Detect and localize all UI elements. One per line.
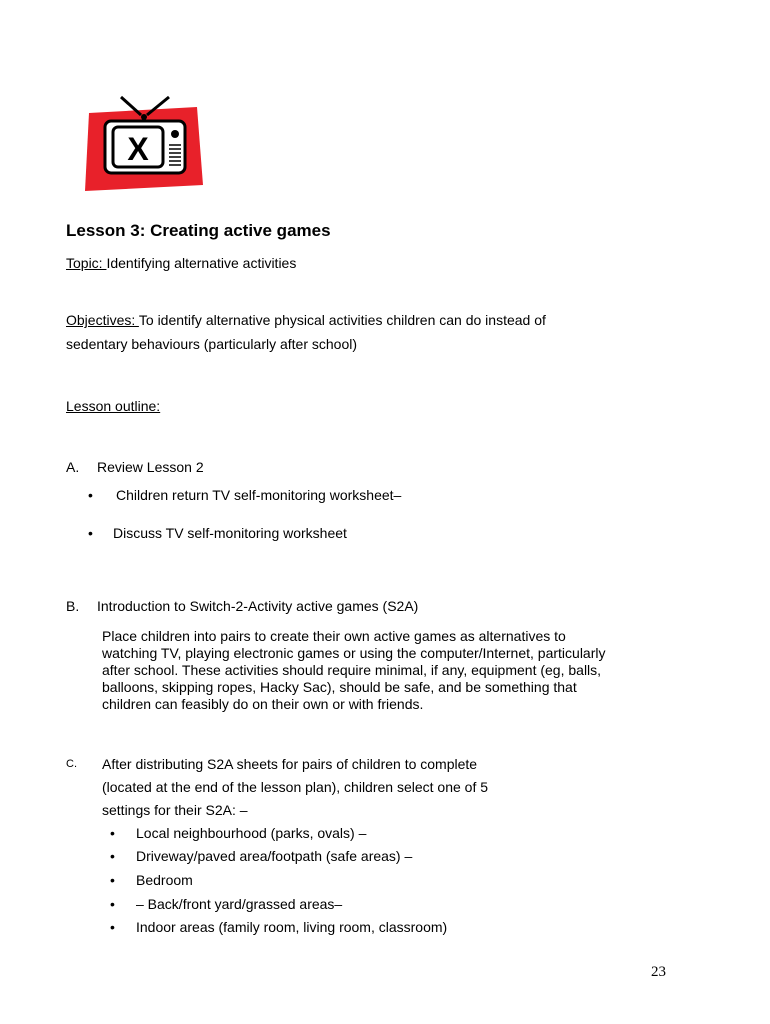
objectives-line-1 (66, 312, 546, 328)
topic-label: Topic: (66, 255, 107, 271)
section-b-para-1: Place children into pairs to create their own active games as alternatives to (102, 628, 566, 644)
section-c-bullet-1: Local neighbourhood (parks, ovals) – (136, 825, 367, 841)
section-c-letter: C. (66, 758, 77, 770)
bullet-icon: • (88, 525, 93, 541)
section-b-heading: Introduction to Switch-2-Activity active games (S2A) (97, 598, 419, 614)
topic-line (66, 255, 296, 271)
objectives-line-2: sedentary behaviours (particularly after school) (66, 336, 358, 352)
objectives-label: Objectives: (66, 312, 139, 328)
svg-text:X: X (127, 131, 149, 167)
bullet-icon: • (88, 487, 93, 503)
bullet-icon: • (110, 848, 115, 864)
section-a-letter: A. (66, 459, 80, 475)
page-number: 23 (651, 964, 666, 980)
section-c-bullet-5: Indoor areas (family room, living room, classroom) (136, 919, 448, 935)
section-c-line-1: After distributing S2A sheets for pairs of children to complete (102, 756, 478, 772)
section-c-bullet-2: Driveway/paved area/footpath (safe areas) – (136, 848, 413, 864)
tv-x-icon (85, 93, 203, 193)
section-c-line-2: (located at the end of the lesson plan), children select one of 5 (102, 779, 489, 795)
section-a-bullet-1: Children return TV self-monitoring worksheet– (116, 487, 402, 503)
topic-text: Identifying alternative activities (106, 255, 297, 271)
section-a-heading: Review Lesson 2 (97, 459, 204, 475)
lesson-title: Lesson 3: Creating active games (66, 221, 331, 240)
section-c-line-3: settings for their S2A: – (102, 802, 248, 818)
section-b-para-3: after school. These activities should require minimal, if any, equipment (eg, balls, (102, 662, 602, 678)
section-c-bullet-4: – Back/front yard/grassed areas– (136, 896, 343, 912)
section-b-para-4: balloons, skipping ropes, Hacky Sac), should be safe, and be something that (102, 679, 577, 695)
bullet-icon: • (110, 896, 115, 912)
section-b-para-5: children can feasibly do on their own or with friends. (102, 696, 424, 712)
section-b-para-2: watching TV, playing electronic games or using the computer/Internet, particularly (102, 645, 606, 661)
bullet-icon: • (110, 825, 115, 841)
section-a-bullet-2: Discuss TV self-monitoring worksheet (113, 525, 347, 541)
objectives-text-1: To identify alternative physical activities children can do instead of (138, 312, 546, 328)
bullet-icon: • (110, 872, 115, 888)
tv-logo (85, 93, 203, 193)
section-b-letter: B. (66, 598, 80, 614)
bullet-icon: • (110, 919, 115, 935)
outline-label: Lesson outline: (66, 398, 161, 414)
section-c-bullet-3: Bedroom (136, 872, 193, 888)
